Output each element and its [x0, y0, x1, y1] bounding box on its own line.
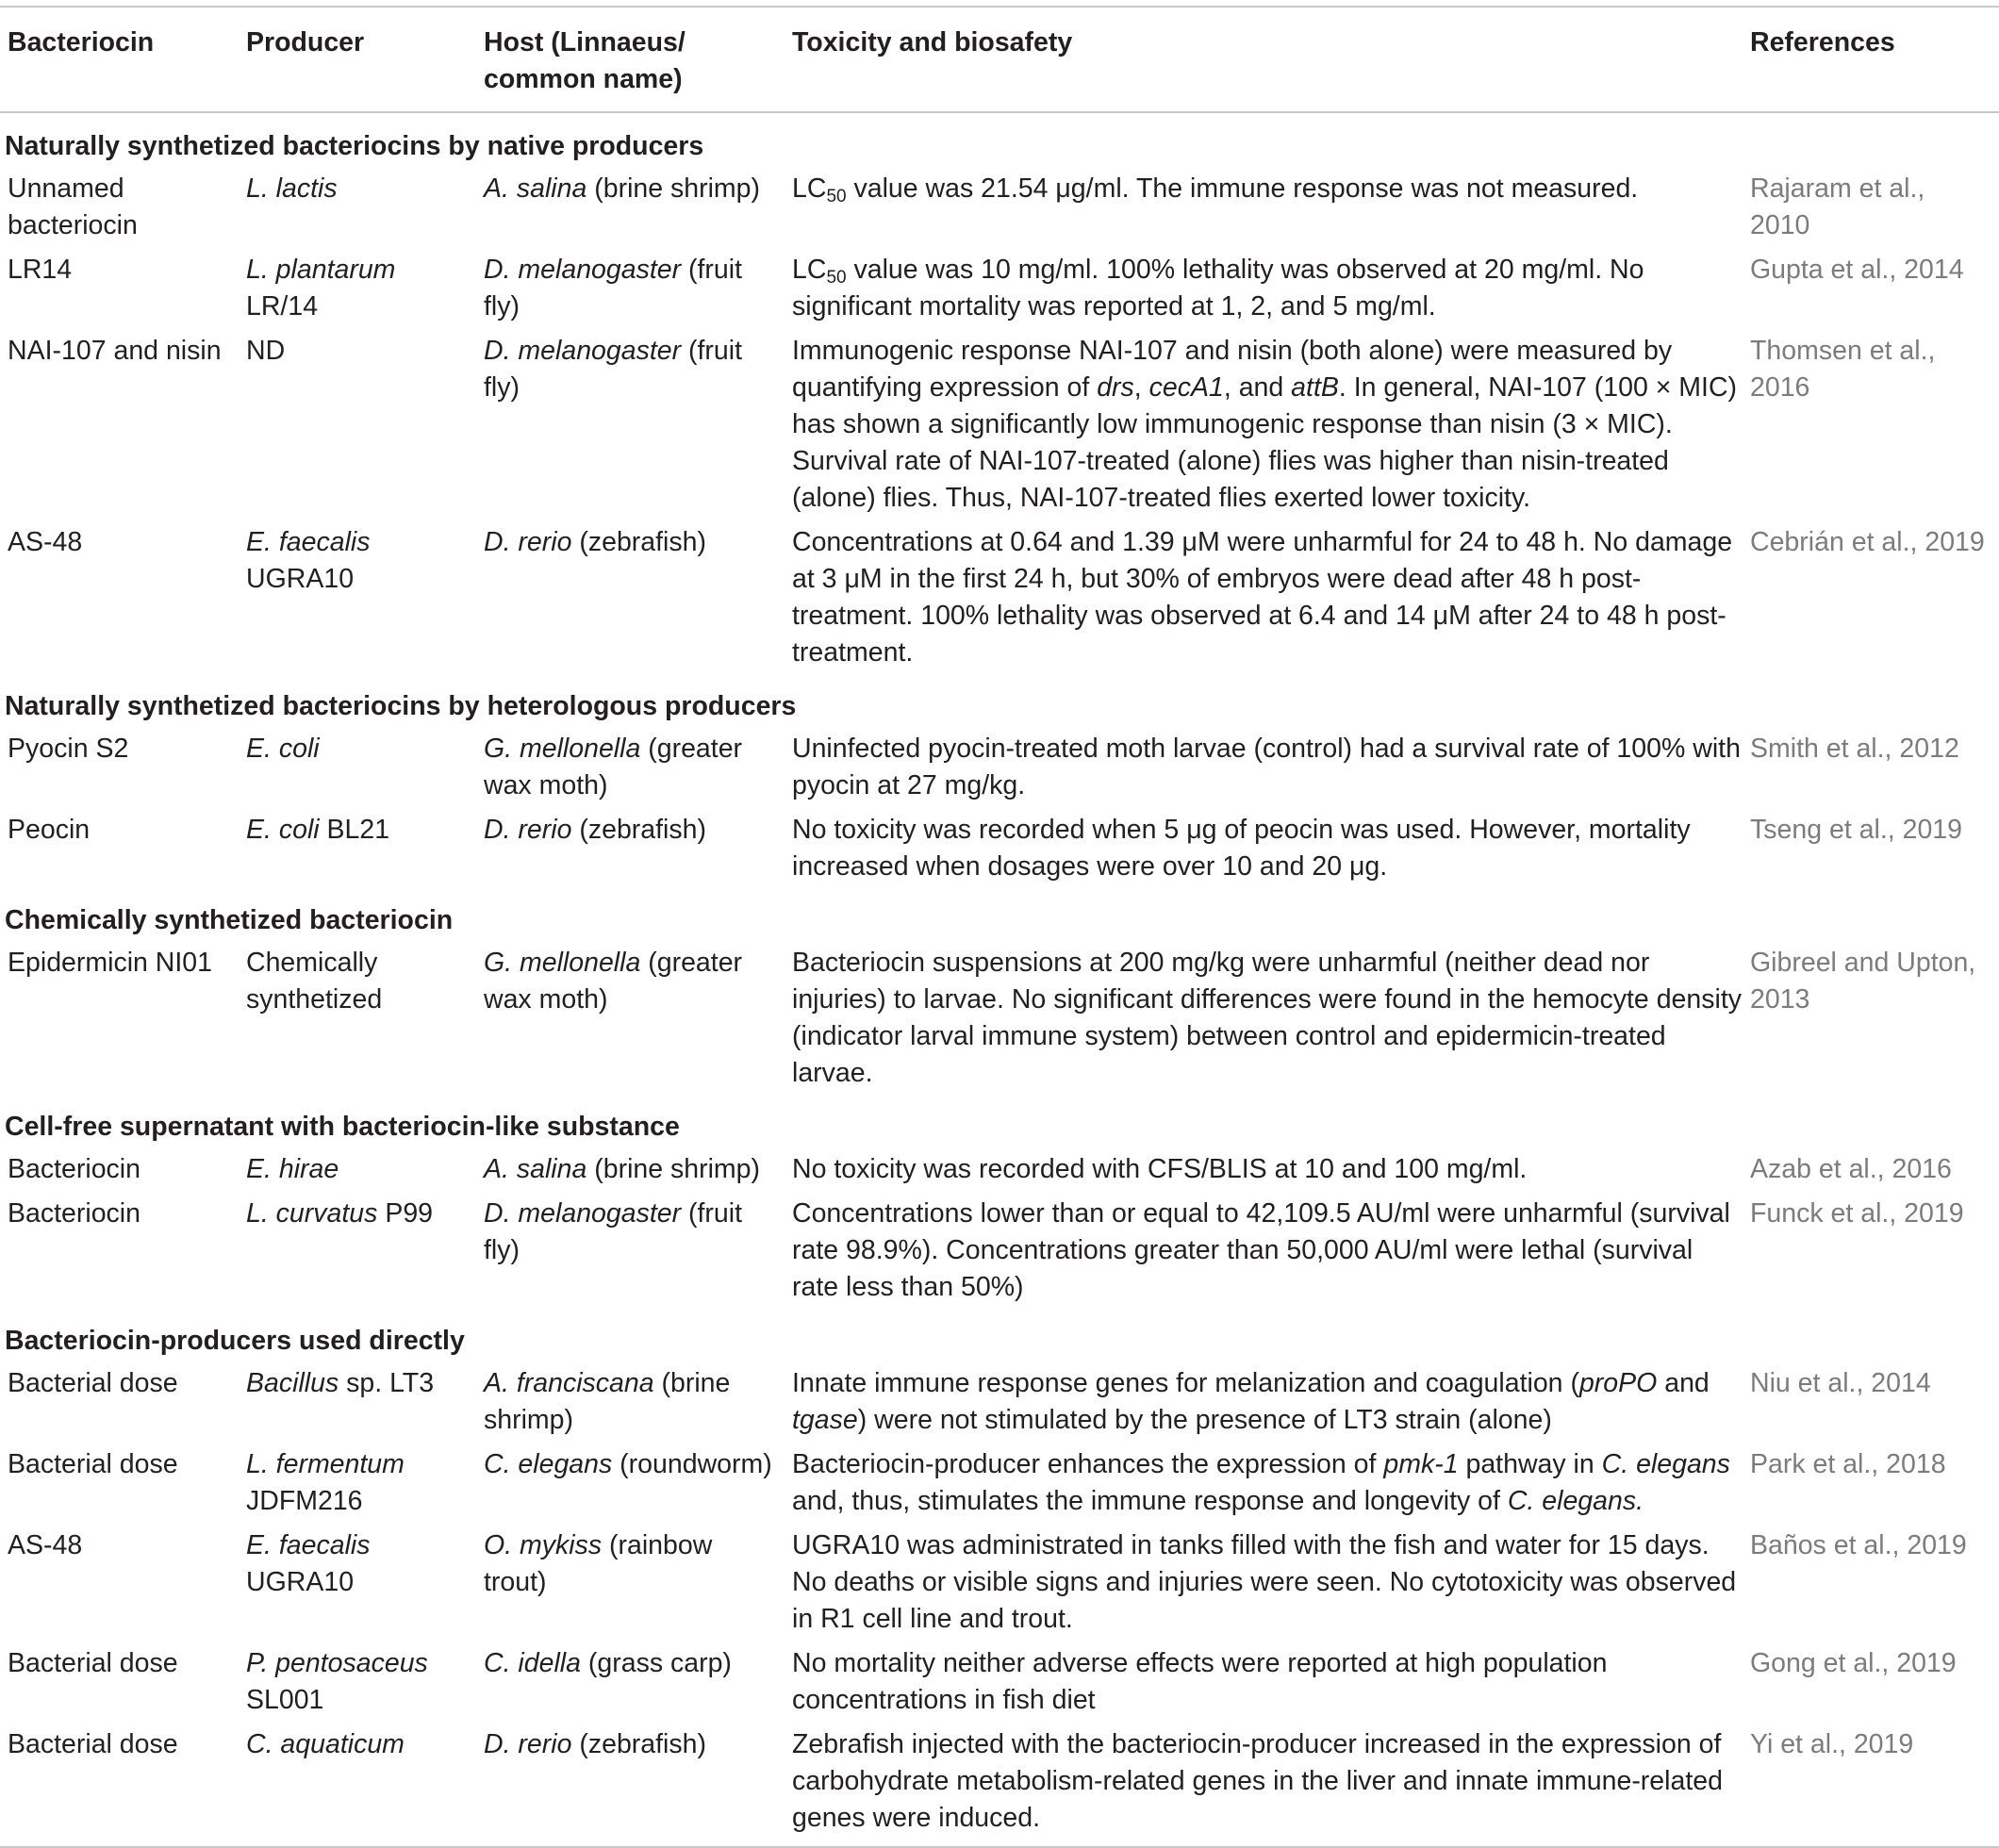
host-species: A. salina [484, 173, 587, 204]
cell-bacteriocin: Bacterial dose [8, 1729, 178, 1759]
cell-reference: Smith et al., 2012 [1750, 734, 1959, 764]
section-row [0, 112, 1999, 167]
cell-bacteriocin: NAI-107 and nisin [8, 336, 222, 366]
cell-host [476, 1524, 785, 1642]
cell-reference: Gibreel and Upton, 2013 [1750, 948, 1976, 1015]
cell-host [476, 1642, 785, 1723]
gene-name: cecA1 [1148, 372, 1224, 403]
cell-host [476, 941, 785, 1096]
table-row [0, 808, 1999, 889]
producer-strain: Chemically synthetized [246, 948, 383, 1015]
cell-producer [239, 1443, 476, 1524]
host-species: D. rerio [484, 815, 572, 845]
section-title: Naturally synthetized bacteriocins by native producers [5, 131, 704, 161]
host-species: D. rerio [484, 527, 572, 557]
producer-strain: P99 [377, 1198, 434, 1229]
host-common-name: (grass carp) [580, 1648, 732, 1678]
producer-strain: LR/14 [246, 291, 319, 322]
host-common-name: (greater wax moth) [484, 948, 743, 1015]
table-row [0, 248, 1999, 329]
cell-toxicity: Bacteriocin suspensions at 200 mg/kg were unharmful (neither dead nor injuries) to larvae. No significant differences were found in the hemocyte density (indicator larval immune system) between control and epidermicin-treated larvae. [792, 948, 1743, 1088]
host-common-name: (zebrafish) [571, 527, 706, 557]
section-row [0, 1096, 1999, 1147]
host-common-name: (zebrafish) [571, 1729, 706, 1759]
cell-toxicity: No toxicity was recorded when 5 μg of peocin was used. However, mortality increased when dosages were over 10 and 20 μg. [792, 815, 1691, 882]
cell-toxicity: No mortality neither adverse effects were reported at high population concentrations in fish diet [792, 1648, 1608, 1715]
section-title: Naturally synthetized bacteriocins by heterologous producers [5, 691, 797, 721]
cell-producer [239, 727, 476, 808]
toxicity-text: and, thus, stimulates the immune response and longevity of [792, 1486, 1508, 1516]
cell-host [476, 248, 785, 329]
toxicity-text: Innate immune response genes for melanization and coagulation ( [792, 1368, 1579, 1398]
cell-reference: Thomsen et al., 2016 [1750, 336, 1936, 403]
cell-producer [239, 1524, 476, 1642]
header-toxicity: Toxicity and biosafety [792, 27, 1073, 58]
host-species: O. mykiss [484, 1530, 603, 1560]
cell-reference: Yi et al., 2019 [1750, 1729, 1914, 1759]
host-common-name: (roundworm) [612, 1449, 772, 1479]
cell-bacteriocin: LR14 [8, 255, 73, 285]
toxicity-subscript: 50 [826, 187, 847, 206]
toxicity-text: value was 10 mg/ml. 100% lethality was observed at 20 mg/ml. No significant mortality was reported at 1, 2, and 5 mg/ml. [792, 255, 1644, 322]
cell-toxicity [785, 248, 1750, 329]
host-common-name: (brine shrimp) [484, 1368, 731, 1435]
cell-toxicity [785, 167, 1750, 248]
producer-species: E. faecalis [246, 1530, 371, 1560]
toxicity-text: and [1657, 1368, 1710, 1398]
host-common-name: (zebrafish) [571, 815, 706, 845]
toxicity-text: Immunogenic response NAI-107 and nisin (both alone) were measured by quantifying expression of [792, 336, 1673, 403]
producer-strain: SL001 [246, 1685, 324, 1715]
section-row [0, 675, 1999, 727]
cell-producer [239, 1192, 476, 1310]
producer-species: E. hirae [246, 1154, 339, 1184]
cell-host [476, 1723, 785, 1847]
cell-toxicity [785, 329, 1750, 520]
table-row [0, 1642, 1999, 1723]
gene-name: pmk-1 [1383, 1449, 1459, 1479]
toxicity-text: ) were not stimulated by the presence of LT3 strain (alone) [857, 1405, 1552, 1435]
section-row [0, 889, 1999, 941]
cell-toxicity: UGRA10 was administrated in tanks filled with the fish and water for 15 days. No deaths or visible signs and injuries were seen. No cytotoxicity was observed in R1 cell line and trout. [792, 1530, 1737, 1634]
host-common-name: (brine shrimp) [586, 1154, 761, 1184]
cell-reference: Cebrián et al., 2019 [1750, 527, 1985, 557]
producer-strain: UGRA10 [246, 564, 355, 594]
cell-reference: Rajaram et al., 2010 [1750, 173, 1925, 240]
table-row [0, 329, 1999, 520]
cell-toxicity: Concentrations lower than or equal to 42,109.5 AU/ml were unharmful (survival rate 98.9%). Concentrations greater than 50,000 AU/ml were lethal (survival rate less than 50%) [792, 1198, 1730, 1302]
producer-species: E. coli [246, 734, 320, 764]
cell-bacteriocin: AS-48 [8, 1530, 83, 1560]
gene-name: attB [1291, 372, 1339, 403]
toxicity-text: LC [792, 173, 827, 204]
cell-bacteriocin: Bacterial dose [8, 1449, 178, 1479]
host-species: D. melanogaster [484, 1198, 682, 1229]
toxicity-subscript: 50 [826, 268, 847, 288]
table-row [0, 1147, 1999, 1192]
header-producer: Producer [246, 27, 365, 58]
producer-strain: BL21 [319, 815, 390, 845]
host-species: A. salina [484, 1154, 587, 1184]
section-title: Chemically synthetized bacteriocin [5, 905, 454, 935]
host-species: D. melanogaster [484, 255, 682, 285]
producer-strain: sp. LT3 [339, 1368, 435, 1398]
cell-bacteriocin: Peocin [8, 815, 91, 845]
cell-bacteriocin: Unnamed bacteriocin [8, 173, 138, 240]
producer-species: C. aquaticum [246, 1729, 405, 1759]
cell-reference: Azab et al., 2016 [1750, 1154, 1952, 1184]
species-name: C. elegans. [1507, 1486, 1644, 1516]
section-title: Cell-free supernatant with bacteriocin-like substance [5, 1112, 680, 1142]
table-header [0, 7, 1999, 112]
cell-bacteriocin: Pyocin S2 [8, 734, 129, 764]
cell-producer [239, 167, 476, 248]
cell-host [476, 1361, 785, 1443]
host-common-name: (brine shrimp) [586, 173, 761, 204]
host-species: C. elegans [484, 1449, 613, 1479]
gene-name: tgase [792, 1405, 858, 1435]
table-row [0, 520, 1999, 675]
table-row [0, 1723, 1999, 1847]
host-species: D. rerio [484, 1729, 572, 1759]
cell-bacteriocin: Bacteriocin [8, 1154, 140, 1184]
producer-species: L. curvatus [246, 1198, 378, 1229]
toxicity-text: LC [792, 255, 827, 285]
table-body [0, 112, 1999, 1847]
producer-species: Bacillus [246, 1368, 339, 1398]
cell-reference: Baños et al., 2019 [1750, 1530, 1967, 1560]
cell-reference: Park et al., 2018 [1750, 1449, 1946, 1479]
cell-toxicity [785, 1361, 1750, 1443]
table-row [0, 1524, 1999, 1642]
cell-producer [239, 329, 476, 520]
gene-name: proPO [1578, 1368, 1658, 1398]
cell-reference: Tseng et al., 2019 [1750, 815, 1962, 845]
cell-host [476, 1443, 785, 1524]
producer-strain: JDFM216 [246, 1486, 363, 1516]
cell-bacteriocin: Bacteriocin [8, 1198, 140, 1229]
cell-host [476, 167, 785, 248]
toxicity-text: Bacteriocin-producer enhances the expression of [792, 1449, 1384, 1479]
table-row [0, 941, 1999, 1096]
host-species: A. franciscana [484, 1368, 654, 1398]
cell-reference: Gupta et al., 2014 [1750, 255, 1964, 285]
cell-toxicity: Zebrafish injected with the bacteriocin-producer increased in the expression of carbohydrate metabolism-related genes in the liver and innate immune-related genes were induced. [792, 1729, 1723, 1833]
cell-producer [239, 1361, 476, 1443]
section-row [0, 1310, 1999, 1361]
producer-species: P. pentosaceus [246, 1648, 428, 1678]
host-species: C. idella [484, 1648, 581, 1678]
producer-species: E. coli [246, 815, 320, 845]
producer-species: L. fermentum [246, 1449, 405, 1479]
producer-species: L. plantarum [246, 255, 396, 285]
cell-host [476, 329, 785, 520]
producer-species: E. faecalis [246, 527, 371, 557]
cell-host [476, 1192, 785, 1310]
producer-strain: UGRA10 [246, 1567, 355, 1597]
host-common-name: (rainbow trout) [484, 1530, 713, 1597]
cell-toxicity: Concentrations at 0.64 and 1.39 μM were unharmful for 24 to 48 h. No damage at 3 μM in the first 24 h, but 30% of embryos were dead after 48 h post-treatment. 100% lethality was observed at 6.4 and 14 μM after 24 to 48 h post-treatment. [792, 527, 1733, 668]
cell-producer [239, 941, 476, 1096]
cell-producer [239, 1723, 476, 1847]
host-species: G. mellonella [484, 948, 641, 978]
header-references: References [1750, 27, 1895, 58]
toxicity-text: value was 21.54 μg/ml. The immune response was not measured. [846, 173, 1639, 204]
cell-producer [239, 808, 476, 889]
table-row [0, 1443, 1999, 1524]
producer-strain: ND [246, 336, 286, 366]
cell-bacteriocin: Epidermicin NI01 [8, 948, 213, 978]
toxicity-text: , and [1223, 372, 1292, 403]
section-title: Bacteriocin-producers used directly [5, 1326, 465, 1356]
host-species: D. melanogaster [484, 336, 682, 366]
cell-host [476, 727, 785, 808]
cell-reference: Gong et al., 2019 [1750, 1648, 1957, 1678]
header-bacteriocin: Bacteriocin [8, 27, 155, 58]
table-row [0, 167, 1999, 248]
cell-producer [239, 1147, 476, 1192]
cell-reference: Niu et al., 2014 [1750, 1368, 1931, 1398]
host-common-name: (fruit fly) [484, 1198, 743, 1265]
cell-toxicity: No toxicity was recorded with CFS/BLIS at 10 and 100 mg/ml. [792, 1154, 1528, 1184]
toxicity-text: pathway in [1458, 1449, 1602, 1479]
host-common-name: (fruit fly) [484, 255, 743, 322]
cell-bacteriocin: Bacterial dose [8, 1368, 178, 1398]
header-host: Host (Linnaeus/ common name) [484, 27, 686, 94]
cell-toxicity [785, 1443, 1750, 1524]
gene-name: drs [1097, 372, 1134, 403]
host-common-name: (greater wax moth) [484, 734, 743, 800]
cell-toxicity: Uninfected pyocin-treated moth larvae (control) had a survival rate of 100% with pyocin at 27 mg/kg. [792, 734, 1741, 800]
toxicity-text: , [1133, 372, 1149, 403]
cell-host [476, 520, 785, 675]
host-common-name: (fruit fly) [484, 336, 743, 403]
cell-producer [239, 520, 476, 675]
cell-producer [239, 248, 476, 329]
host-species: G. mellonella [484, 734, 641, 764]
table-row [0, 1192, 1999, 1310]
toxicity-text: . In general, NAI-107 (100 × MIC) has shown a significantly low immunogenic response than nisin (3 × MIC). Survival rate of NAI-107-treated (alone) flies was higher than nisin-treated (alone) flies. Thus, NAI-107-treated flies exerted lower toxicity. [792, 372, 1738, 513]
cell-producer [239, 1642, 476, 1723]
producer-species: L. lactis [246, 173, 338, 204]
table-row [0, 1361, 1999, 1443]
data-table [0, 6, 1999, 1848]
cell-host [476, 808, 785, 889]
table-row [0, 727, 1999, 808]
header-row [0, 7, 1999, 112]
cell-host [476, 1147, 785, 1192]
bacteriocin-toxicity-table [0, 6, 1999, 1848]
cell-bacteriocin: Bacterial dose [8, 1648, 178, 1678]
cell-bacteriocin: AS-48 [8, 527, 83, 557]
species-name: C. elegans [1601, 1449, 1730, 1479]
cell-reference: Funck et al., 2019 [1750, 1198, 1964, 1229]
